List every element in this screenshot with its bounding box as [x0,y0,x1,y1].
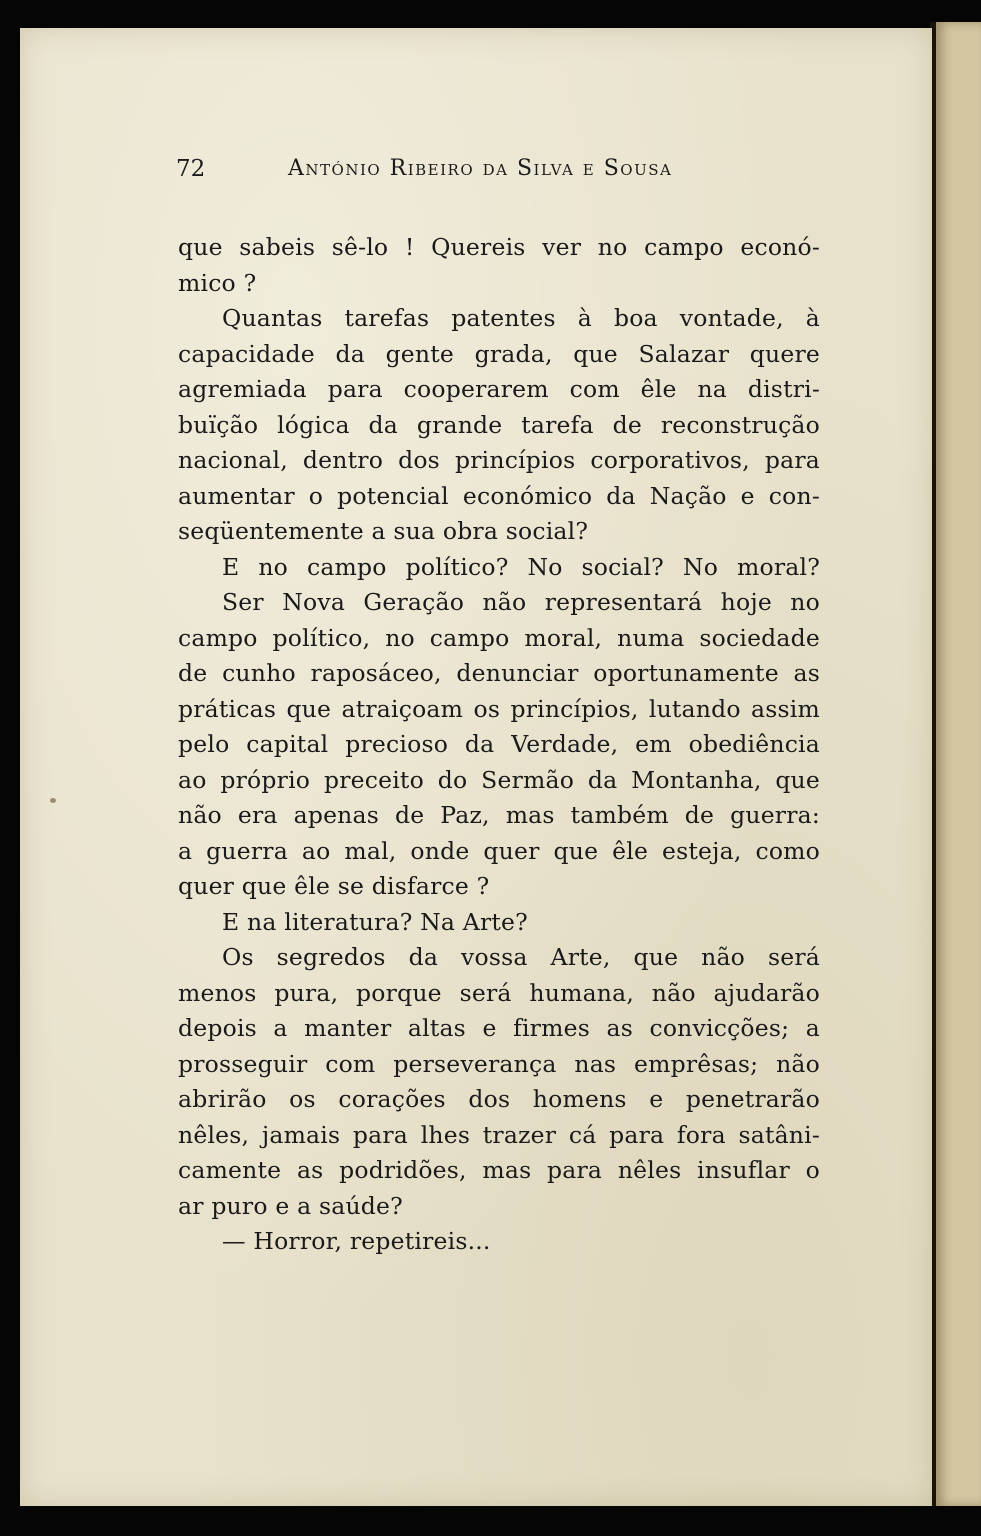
next-page-sliver [936,22,981,1506]
text-line: nacional, dentro dos princípios corporativos, para [178,446,820,474]
text-line: agremiada para cooperarem com êle na distri- [178,375,820,403]
text-line: Quantas tarefas patentes à boa vontade, à [222,304,820,332]
text-line: ao próprio preceito do Sermão da Montanha, que [178,765,820,794]
text-line: pelo capital precioso da Verdade, em obediência [178,730,820,758]
text-line: prosseguir com perseverança nas emprêsas; não [178,1049,820,1078]
text-line: E na literatura? Na Arte? [222,907,528,936]
text-line: depois a manter altas e firmes as convicções; a [178,1014,820,1042]
text-line: que sabeis sê-lo ! Quereis ver no campo econó- [178,233,820,261]
text-line: seqüentemente a sua obra social? [178,517,589,545]
text-line: aumentar o potencial económico da Nação e con- [178,481,820,510]
paper-speck [50,798,56,803]
running-head: António Ribeiro da Silva e Sousa [288,156,673,181]
text-line: mico ? [178,268,257,297]
text-line: abrirão os corações dos homens e penetrarão [178,1085,820,1113]
text-line: de cunho raposáceo, denunciar oportunamente as [178,659,820,687]
text-line: quer que êle se disfarce ? [178,872,490,900]
text-line: práticas que atraiçoam os princípios, lutando assim [178,694,820,723]
page-header [174,152,719,188]
text-line: Os segredos da vossa Arte, que não será [222,943,820,971]
text-line: — Horror, repetireis... [222,1227,491,1255]
text-line: nêles, jamais para lhes trazer cá para fora satâni- [178,1120,820,1149]
text-line: E no campo político? No social? No moral? [222,552,820,581]
text-line: ar puro e a saúde? [178,1191,403,1220]
text-line: a guerra ao mal, onde quer que êle esteja, como [178,836,820,865]
body-text [178,230,820,1260]
text-line: buïção lógica da grande tarefa de reconstrução [178,410,820,439]
text-line: campo político, no campo moral, numa sociedade [178,623,820,652]
text-line: menos pura, porque será humana, não ajudarão [178,978,820,1007]
text-line: Ser Nova Geração não representará hoje no [222,588,820,616]
text-line: camente as podridões, mas para nêles insuflar o [178,1156,820,1184]
text-line: não era apenas de Paz, mas também de guerra: [178,801,820,829]
text-line: capacidade da gente grada, que Salazar quere [178,339,820,368]
page-number: 72 [176,156,206,182]
